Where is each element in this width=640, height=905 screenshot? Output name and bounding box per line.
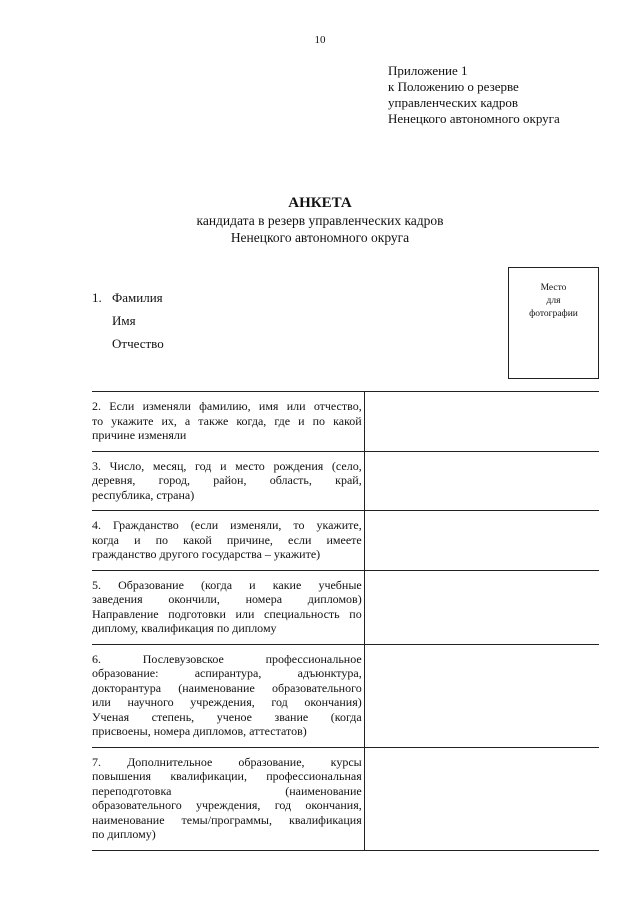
questionnaire-table [92,391,599,851]
answer-cell[interactable] [364,451,599,511]
question-text [92,511,364,571]
appendix-line: управленческих кадров [388,95,518,110]
question-text [92,451,364,511]
question-line: 7. Дополнительное образование, курсы [92,754,362,769]
question-line: республика, страна) [92,487,195,502]
question-line: наименование темы/программы, квалификация [92,812,362,827]
question-text [92,392,364,452]
form-title: АНКЕТА [288,195,352,211]
form-heading [0,194,640,246]
question-line: когда и по какой причине, если имеете [92,532,362,547]
form-subtitle-line: Ненецкого автономного округа [230,230,410,245]
question-line: деревня, город, район, область, край, [92,473,362,487]
photo-placeholder[interactable] [508,267,599,379]
question-line: переподготовка (наименование [92,783,362,798]
appendix-line: Приложение 1 [388,63,468,78]
first-name-label: Имя [112,313,136,328]
question-row [92,747,599,850]
appendix-note [388,63,560,127]
question-line: или научного учреждения, год окончания) [92,695,362,709]
patronymic-label: Отчество [112,336,164,351]
form-subtitle-line: кандидата в резерв управленческих кадров [196,213,444,228]
question-row [92,511,599,571]
page-number: 10 [314,34,326,46]
question-line: гражданство другого государства – укажите) [92,547,321,561]
question-row [92,644,599,747]
question-line: присвоены, номера дипломов, аттестатов) [92,724,307,738]
answer-cell[interactable] [364,392,599,452]
question-line: 2. Если изменяли фамилию, имя или отчество, [92,399,362,413]
question-text [92,747,364,850]
appendix-line: к Положению о резерве [388,79,519,94]
item-number: 1. [92,290,102,305]
surname-label: Фамилия [112,290,163,305]
first-name-field[interactable] [92,313,164,336]
question-line: 5. Образование (когда и какие учебные [92,577,362,592]
answer-cell[interactable] [364,644,599,747]
question-line: докторантура (наименование образовательного [92,680,362,695]
question-text [92,570,364,644]
question-line: повышения квалификации, профессиональная [92,769,362,783]
question-text [92,644,364,747]
question-line: 4. Гражданство (если изменяли, то укажите, [92,518,362,532]
answer-cell[interactable] [364,511,599,571]
question-line: 6. Послевузовское профессиональное [92,651,362,666]
question-line: заведения окончили, номера дипломов) [92,592,362,606]
answer-cell[interactable] [364,747,599,850]
answer-cell[interactable] [364,570,599,644]
question-line: образование: аспирантура, адъюнктура, [92,666,362,680]
photo-label-line: для [546,296,561,306]
question-line: причине изменяли [92,428,187,442]
appendix-line: Ненецкого автономного округа [388,111,560,126]
question-line: по диплому) [92,827,156,841]
question-line: Ученая степень, ученое звание (когда [92,709,362,724]
question-line: то укажите их, а также когда, где и по какой [92,413,362,428]
question-line: Направление подготовки или специальность по [92,606,362,621]
question-line: 3. Число, месяц, год и место рождения (село, [92,458,362,473]
question-line: образовательного учреждения, год окончания, [92,798,362,812]
patronymic-field[interactable] [92,336,164,359]
photo-label-line: Место [540,283,567,293]
name-fields [92,290,164,359]
question-line: диплому, квалификация по диплому [92,621,277,635]
surname-field[interactable] [92,290,164,313]
question-row [92,570,599,644]
question-row [92,392,599,452]
photo-label-line: фотографии [529,309,578,319]
question-row [92,451,599,511]
